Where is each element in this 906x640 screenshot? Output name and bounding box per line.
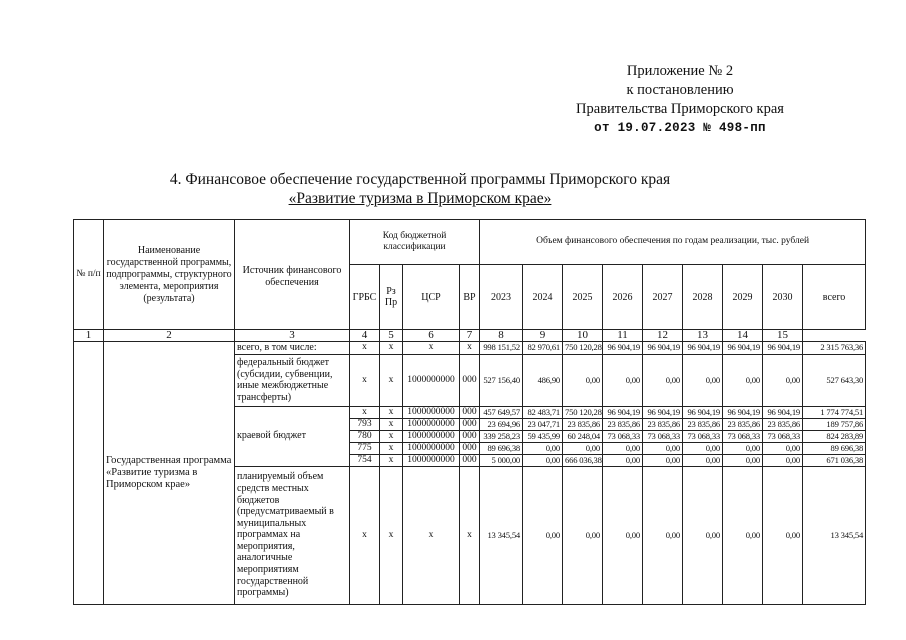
- source-regional: краевой бюджет: [235, 406, 350, 466]
- code-vr: 000: [460, 406, 480, 418]
- header-name: Наименование государственной программы, подпрограммы, структурного элемента, мероприятия (результата): [104, 220, 235, 330]
- value-2028: 0,00: [683, 466, 723, 604]
- value-2030: 0,00: [763, 354, 803, 406]
- index-cell: 7: [460, 330, 480, 342]
- value-total: 1 774 774,51: [803, 406, 866, 418]
- value-total: 671 036,38: [803, 454, 866, 466]
- resolution-date-number: от 19.07.2023 № 498-пп: [594, 121, 766, 135]
- code-grbs: 780: [350, 430, 380, 442]
- value-2025: 750 120,28: [563, 406, 603, 418]
- header-grbs: ГРБС: [350, 265, 380, 330]
- value-2025: 750 120,28: [563, 342, 603, 355]
- value-total: 13 345,54: [803, 466, 866, 604]
- code-csr: x: [403, 466, 460, 604]
- value-2027: 0,00: [643, 442, 683, 454]
- value-2029: 23 835,86: [723, 418, 763, 430]
- header-year-2025: 2025: [563, 265, 603, 330]
- row-number-cell: [74, 342, 104, 605]
- value-2030: 23 835,86: [763, 418, 803, 430]
- index-cell: 10: [563, 330, 603, 342]
- code-vr: 000: [460, 442, 480, 454]
- code-csr: 1000000000: [403, 354, 460, 406]
- value-2026: 96 904,19: [603, 406, 643, 418]
- index-cell: 11: [603, 330, 643, 342]
- value-2025: 0,00: [563, 442, 603, 454]
- code-vr: x: [460, 342, 480, 355]
- value-2025: 0,00: [563, 466, 603, 604]
- header-year-2024: 2024: [523, 265, 563, 330]
- index-cell: 15: [763, 330, 803, 342]
- source-federal: федеральный бюджет (субсидии, субвенции, иные межбюджетные трансферты): [235, 354, 350, 406]
- code-csr: 1000000000: [403, 454, 460, 466]
- header-budget-code: Код бюджетной классификации: [350, 220, 480, 265]
- value-total: 189 757,86: [803, 418, 866, 430]
- code-csr: 1000000000: [403, 418, 460, 430]
- header-year-2030: 2030: [763, 265, 803, 330]
- value-2030: 73 068,33: [763, 430, 803, 442]
- value-2028: 0,00: [683, 442, 723, 454]
- appendix-number: Приложение № 2: [626, 63, 734, 79]
- value-2030: 96 904,19: [763, 342, 803, 355]
- value-2023: 998 151,52: [480, 342, 523, 355]
- value-2028: 73 068,33: [683, 430, 723, 442]
- value-2028: 96 904,19: [683, 406, 723, 418]
- title-line-2: «Развитие туризма в Приморском крае»: [288, 190, 552, 207]
- header-year-2028: 2028: [683, 265, 723, 330]
- value-2029: 96 904,19: [723, 406, 763, 418]
- index-cell: 13: [683, 330, 723, 342]
- value-total: 527 643,30: [803, 354, 866, 406]
- financing-table: [73, 219, 866, 605]
- value-2023: 13 345,54: [480, 466, 523, 604]
- value-2025: 23 835,86: [563, 418, 603, 430]
- value-2023: 5 000,00: [480, 454, 523, 466]
- code-vr: 000: [460, 454, 480, 466]
- code-rzpr: x: [380, 454, 403, 466]
- section-title: [120, 170, 720, 208]
- header-volume: Объем финансового обеспечения по годам реализации, тыс. рублей: [480, 220, 866, 265]
- header-csr: ЦСР: [403, 265, 460, 330]
- value-2024: 0,00: [523, 442, 563, 454]
- value-2024: 23 047,71: [523, 418, 563, 430]
- document-header: [560, 62, 800, 138]
- value-2027: 96 904,19: [643, 406, 683, 418]
- code-rzpr: x: [380, 466, 403, 604]
- value-2023: 457 649,57: [480, 406, 523, 418]
- source-local: планируемый объем средств местных бюджетов (предусматриваемый в муниципальных программах на мероприятия, аналогичные мероприятиям государственной программы): [235, 466, 350, 604]
- code-csr: 1000000000: [403, 442, 460, 454]
- value-2023: 339 258,23: [480, 430, 523, 442]
- code-rzpr: x: [380, 354, 403, 406]
- value-2024: 82 483,71: [523, 406, 563, 418]
- header-num: № п/п: [74, 220, 104, 330]
- code-vr: 000: [460, 418, 480, 430]
- value-2026: 0,00: [603, 454, 643, 466]
- source-total: всего, в том числе:: [235, 342, 350, 355]
- value-2024: 82 970,61: [523, 342, 563, 355]
- header-year-2027: 2027: [643, 265, 683, 330]
- value-2023: 89 696,38: [480, 442, 523, 454]
- value-2023: 527 156,40: [480, 354, 523, 406]
- value-2023: 23 694,96: [480, 418, 523, 430]
- header-rzpr: Рз Пр: [380, 265, 403, 330]
- header-year-2023: 2023: [480, 265, 523, 330]
- value-2030: 96 904,19: [763, 406, 803, 418]
- index-cell: 1: [74, 330, 104, 342]
- index-row: [74, 330, 866, 342]
- value-total: 824 283,89: [803, 430, 866, 442]
- code-grbs: 754: [350, 454, 380, 466]
- code-grbs: 793: [350, 418, 380, 430]
- value-2029: 73 068,33: [723, 430, 763, 442]
- value-2030: 0,00: [763, 466, 803, 604]
- code-rzpr: x: [380, 418, 403, 430]
- title-line-1: 4. Финансовое обеспечение государственной программы Приморского края: [169, 171, 671, 188]
- code-csr: 1000000000: [403, 430, 460, 442]
- value-2030: 0,00: [763, 454, 803, 466]
- value-2024: 59 435,99: [523, 430, 563, 442]
- value-2029: 0,00: [723, 454, 763, 466]
- value-2029: 0,00: [723, 354, 763, 406]
- code-csr: 1000000000: [403, 406, 460, 418]
- index-cell: 14: [723, 330, 763, 342]
- value-2029: 0,00: [723, 466, 763, 604]
- code-vr: x: [460, 466, 480, 604]
- program-name-cell: Государственная программа «Развитие туризма в Приморском крае»: [104, 342, 235, 605]
- code-rzpr: x: [380, 406, 403, 418]
- value-2028: 23 835,86: [683, 418, 723, 430]
- index-cell: 8: [480, 330, 523, 342]
- value-2026: 73 068,33: [603, 430, 643, 442]
- value-2026: 0,00: [603, 442, 643, 454]
- value-2026: 0,00: [603, 466, 643, 604]
- value-2030: 0,00: [763, 442, 803, 454]
- header-vr: ВР: [460, 265, 480, 330]
- index-cell: 4: [350, 330, 380, 342]
- value-2027: 23 835,86: [643, 418, 683, 430]
- value-2027: 0,00: [643, 466, 683, 604]
- value-2028: 0,00: [683, 354, 723, 406]
- value-2025: 0,00: [563, 354, 603, 406]
- value-2024: 486,90: [523, 354, 563, 406]
- appendix-government: Правительства Приморского края: [576, 101, 784, 117]
- code-grbs: x: [350, 466, 380, 604]
- value-2027: 96 904,19: [643, 342, 683, 355]
- header-source: Источник финансового обеспечения: [235, 220, 350, 330]
- value-2026: 0,00: [603, 354, 643, 406]
- header-year-2026: 2026: [603, 265, 643, 330]
- code-rzpr: x: [380, 442, 403, 454]
- index-cell: 6: [403, 330, 460, 342]
- code-vr: 000: [460, 430, 480, 442]
- value-2027: 0,00: [643, 454, 683, 466]
- value-2029: 96 904,19: [723, 342, 763, 355]
- table-row-total: [74, 342, 866, 355]
- value-2027: 73 068,33: [643, 430, 683, 442]
- header-total: всего: [803, 265, 866, 330]
- code-grbs: 775: [350, 442, 380, 454]
- index-cell: 2: [104, 330, 235, 342]
- value-2026: 96 904,19: [603, 342, 643, 355]
- index-cell: 3: [235, 330, 350, 342]
- header-year-2029: 2029: [723, 265, 763, 330]
- value-2025: 60 248,04: [563, 430, 603, 442]
- code-rzpr: x: [380, 342, 403, 355]
- value-2027: 0,00: [643, 354, 683, 406]
- code-grbs: x: [350, 354, 380, 406]
- value-2028: 0,00: [683, 454, 723, 466]
- index-cell: 9: [523, 330, 563, 342]
- header-row-1: [74, 220, 866, 265]
- code-rzpr: x: [380, 430, 403, 442]
- code-vr: 000: [460, 354, 480, 406]
- index-cell: 5: [380, 330, 403, 342]
- value-2024: 0,00: [523, 466, 563, 604]
- value-2024: 0,00: [523, 454, 563, 466]
- code-csr: x: [403, 342, 460, 355]
- appendix-to-resolution: к постановлению: [626, 82, 734, 98]
- value-2025: 666 036,38: [563, 454, 603, 466]
- value-2028: 96 904,19: [683, 342, 723, 355]
- value-2026: 23 835,86: [603, 418, 643, 430]
- value-total: 2 315 763,36: [803, 342, 866, 355]
- value-total: 89 696,38: [803, 442, 866, 454]
- index-cell: 12: [643, 330, 683, 342]
- value-2029: 0,00: [723, 442, 763, 454]
- code-grbs: x: [350, 406, 380, 418]
- code-grbs: x: [350, 342, 380, 355]
